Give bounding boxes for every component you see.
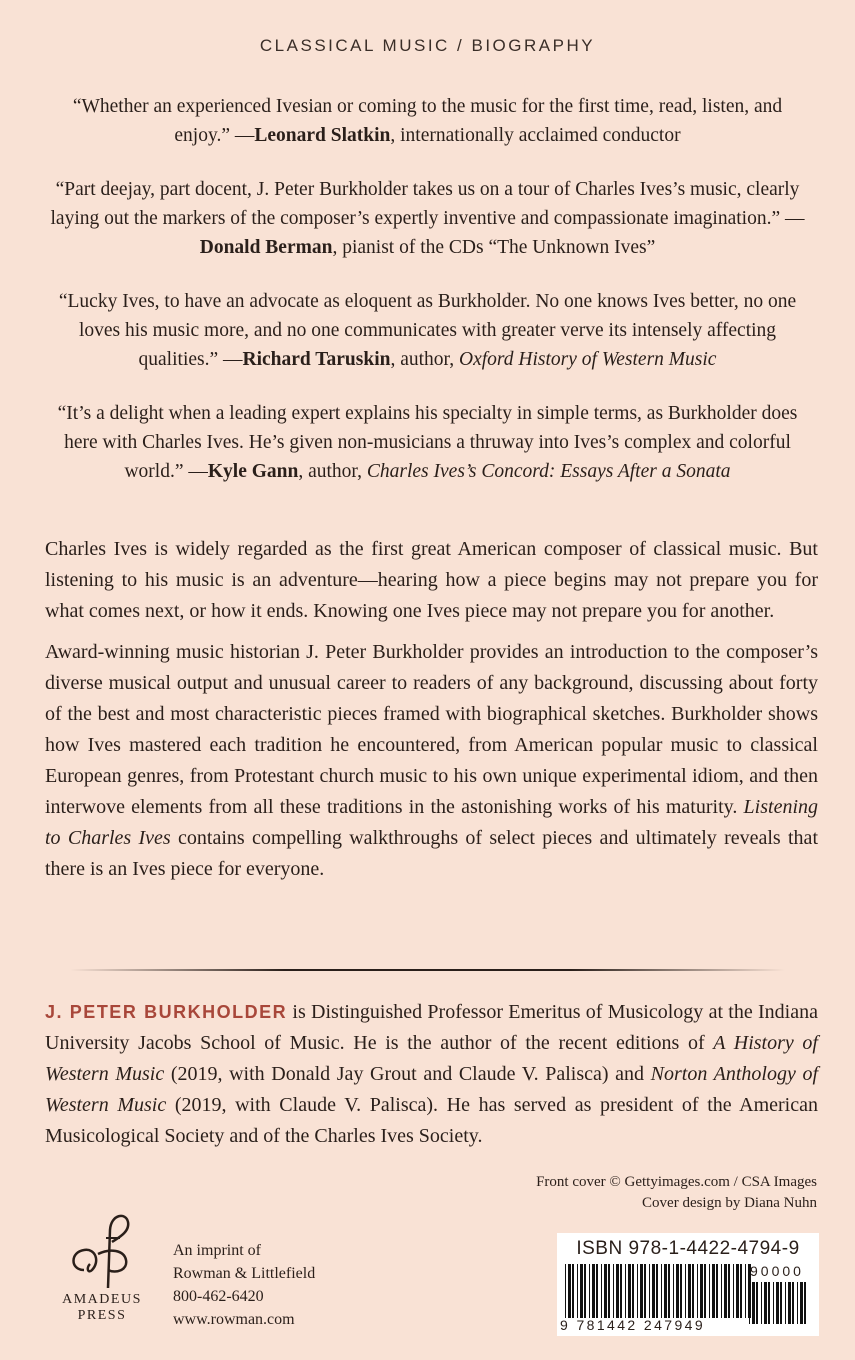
isbn-text: ISBN 978-1-4422-4794-9 [576,1238,800,1259]
author-bio: J. PETER BURKHOLDER is Distinguished Professor Emeritus of Musicology at the Indiana University Jacobs School of Music. He is the author of the recent editions of A History of Western Music (2019, with Donald Jay Grout and Claude V. Palisca) and Norton Anthology of Western Music (2019, with Claude V. Palisca). He has served as president of the American Musicological Society and of the Charles Ives Society. [45,1001,818,1147]
endorsement-quote: “Lucky Ives, to have an advocate as eloquent as Burkholder. No one knows Ives better, no one loves his music more, and no one communicates with greater verve its intensely affecting qualities.” —Richard Taruskin, author, Oxford History of Western Music [58,291,797,370]
barcode-digits: 9 781442 247949 [560,1317,705,1333]
parent-publisher: Rowman & Littlefield [173,1265,316,1282]
publisher-website: www.rowman.com [173,1311,295,1328]
front-cover-credit: Front cover © Gettyimages.com / CSA Images [536,1174,817,1190]
addon-barcode [749,1282,811,1324]
endorsement-quote: “Part deejay, part docent, J. Peter Burkholder takes us on a tour of Charles Ives’s music, clearly laying out the markers of the composer’s expertly inventive and compassionate imagination.” —Donald Berman, pianist of the CDs “The Unknown Ives” [50,179,805,258]
description-paragraph: Award-winning music historian J. Peter Burkholder provides an introduction to the composer’s diverse musical output and unusual career to readers of any background, discussing about forty of the best and most characteristic pieces framed with biographical sketches. Burkholder shows how Ives mastered each tradition he encountered, from American popular music to classical European genres, from Protestant church music to his own unique experimental idiom, and then interwove elements from all these traditions in the astonishing works of his maturity. Listening to Charles Ives contains compelling walkthroughs of select pieces and ultimately reveals that there is an Ives piece for everyone. [45,641,818,880]
category-label: CLASSICAL MUSIC / BIOGRAPHY [259,36,596,55]
publisher-logo [42,1208,162,1333]
main-barcode [565,1264,751,1318]
endorsement-quote: “Whether an experienced Ivesian or coming to the music for the first time, read, listen, and enjoy.” —Leonard Slatkin, internationally acclaimed conductor [72,96,783,146]
publisher-phone: 800-462-6420 [173,1288,264,1305]
endorsements [45,92,810,511]
amadeus-monogram-icon [62,1208,142,1292]
isbn-barcode [557,1233,819,1336]
design-credit: Cover design by Diana Nuhn [642,1195,817,1211]
cover-credits [536,1172,817,1214]
barcode-addon-number: 90000 [750,1263,804,1279]
author-name: J. PETER BURKHOLDER [45,1002,288,1022]
logo-name: AMADEUS [62,1292,142,1307]
imprint-line: An imprint of [173,1242,261,1259]
book-description [45,534,818,895]
logo-sub: PRESS [77,1308,127,1323]
endorsement-quote: “It’s a delight when a leading expert explains his specialty in simple terms, as Burkholder does here with Charles Ives. He’s given non-musicians a thruway into Ives’s complex and colorful world.” —Kyle Gann, author, Charles Ives’s Concord: Essays After a Sonata [57,403,798,482]
section-divider [70,969,785,971]
publisher-imprint [173,1239,315,1331]
description-paragraph: Charles Ives is widely regarded as the first great American composer of classical music. But listening to his music is an adventure—hearing how a piece begins may not prepare you for what comes next, or how it ends. Knowing one Ives piece may not prepare you for another. [45,538,818,622]
